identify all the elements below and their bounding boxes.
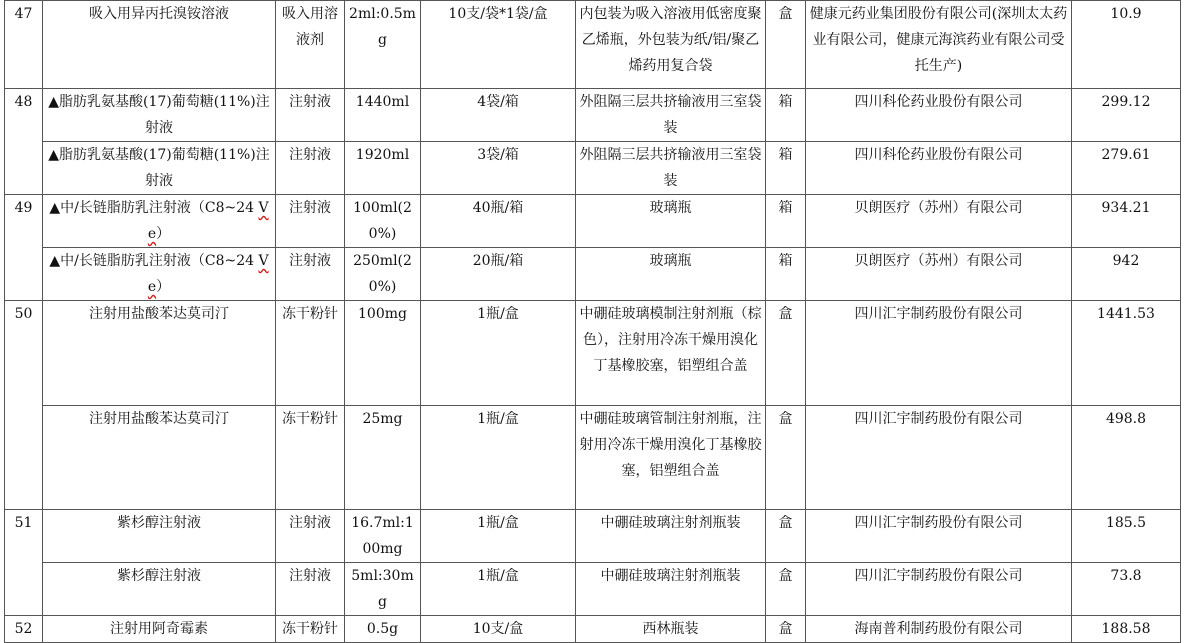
specification: 5ml:30mg [345,563,421,616]
table-row [5,1,1181,89]
price: 942 [1072,248,1181,301]
package-quantity: 4袋/箱 [421,89,576,142]
drug-name-main: ▲中/长链脂肪乳注射液（C8~24 [49,200,255,216]
dosage-form: 注射液 [276,510,345,563]
manufacturer: 四川科伦药业股份有限公司 [806,142,1072,195]
packaging-material: 中硼硅玻璃模制注射剂瓶（棕色），注射用冷冻干燥用溴化丁基橡胶塞，铝塑组合盖 [576,301,766,406]
package-quantity: 1瓶/盒 [421,510,576,563]
dosage-form: 注射液 [276,248,345,301]
packaging-material: 外阻隔三层共挤输液用三室袋装 [576,89,766,142]
packaging-material: 中硼硅玻璃注射剂瓶装 [576,510,766,563]
package-quantity: 10支/袋*1袋/盒 [421,1,576,89]
drug-price-table [4,0,1181,643]
drug-name: ▲脂肪乳氨基酸(17)葡萄糖(11%)注射液 [43,89,276,142]
table-row [5,563,1181,616]
row-seq: 51 [5,510,43,616]
unit: 盒 [766,563,806,616]
manufacturer: 四川汇宇制药股份有限公司 [806,406,1072,510]
specification: 25mg [345,406,421,510]
row-seq: 50 [5,301,43,510]
packaging-material: 玻璃瓶 [576,248,766,301]
manufacturer: 四川汇宇制药股份有限公司 [806,301,1072,406]
drug-name: 吸入用异丙托溴铵溶液 [43,1,276,89]
row-seq: 48 [5,89,43,195]
specification: 1920ml [345,142,421,195]
specification: 2ml:0.5mg [345,1,421,89]
price: 279.61 [1072,142,1181,195]
row-seq: 47 [5,1,43,89]
drug-name: 注射用阿奇霉素 [43,616,276,643]
price: 10.9 [1072,1,1181,89]
table-row [5,142,1181,195]
manufacturer: 健康元药业集团股份有限公司(深圳太太药业有限公司，健康元海滨药业有限公司受托生产) [806,1,1072,89]
table-row [5,195,1181,248]
table-row [5,248,1181,301]
package-quantity: 3袋/箱 [421,142,576,195]
packaging-material: 中硼硅玻璃注射剂瓶装 [576,563,766,616]
manufacturer: 四川汇宇制药股份有限公司 [806,510,1072,563]
specification: 0.5g [345,616,421,643]
price: 1441.53 [1072,301,1181,406]
drug-name: 注射用盐酸苯达莫司汀 [43,406,276,510]
dosage-form: 吸入用溶液剂 [276,1,345,89]
dosage-form: 冻干粉针 [276,301,345,406]
table-row [5,510,1181,563]
unit: 盒 [766,301,806,406]
price: 498.8 [1072,406,1181,510]
unit: 盒 [766,510,806,563]
packaging-material: 中硼硅玻璃管制注射剂瓶，注射用冷冻干燥用溴化丁基橡胶塞，铝塑组合盖 [576,406,766,510]
dosage-form: 注射液 [276,195,345,248]
unit: 盒 [766,1,806,89]
drug-name: ▲中/长链脂肪乳注射液（C8~24 Ve） [43,248,276,301]
packaging-material: 玻璃瓶 [576,195,766,248]
drug-name: 注射用盐酸苯达莫司汀 [43,301,276,406]
specification: 250ml(20%) [345,248,421,301]
manufacturer: 贝朗医疗（苏州）有限公司 [806,248,1072,301]
dosage-form: 冻干粉针 [276,616,345,643]
packaging-material: 西林瓶装 [576,616,766,643]
unit: 箱 [766,142,806,195]
manufacturer: 贝朗医疗（苏州）有限公司 [806,195,1072,248]
unit: 箱 [766,248,806,301]
package-quantity: 10支/盒 [421,616,576,643]
drug-name: ▲脂肪乳氨基酸(17)葡萄糖(11%)注射液 [43,142,276,195]
drug-name-suffix: Ve [147,253,269,295]
manufacturer: 四川汇宇制药股份有限公司 [806,563,1072,616]
unit: 箱 [766,89,806,142]
dosage-form: 注射液 [276,142,345,195]
table-row [5,89,1181,142]
specification: 16.7ml:100mg [345,510,421,563]
package-quantity: 20瓶/箱 [421,248,576,301]
unit: 盒 [766,406,806,510]
package-quantity: 1瓶/盒 [421,563,576,616]
drug-name: 紫杉醇注射液 [43,563,276,616]
unit: 盒 [766,616,806,643]
dosage-form: 注射液 [276,89,345,142]
price: 185.5 [1072,510,1181,563]
unit: 箱 [766,195,806,248]
row-seq: 52 [5,616,43,643]
package-quantity: 40瓶/箱 [421,195,576,248]
price: 934.21 [1072,195,1181,248]
dosage-form: 冻干粉针 [276,406,345,510]
table-row [5,616,1181,643]
package-quantity: 1瓶/盒 [421,301,576,406]
table-row [5,301,1181,406]
specification: 1440ml [345,89,421,142]
drug-name: 紫杉醇注射液 [43,510,276,563]
packaging-material: 外阻隔三层共挤输液用三室袋装 [576,142,766,195]
manufacturer: 四川科伦药业股份有限公司 [806,89,1072,142]
specification: 100mg [345,301,421,406]
packaging-material: 内包装为吸入溶液用低密度聚乙烯瓶，外包装为纸/铝/聚乙烯药用复合袋 [576,1,766,89]
dosage-form: 注射液 [276,563,345,616]
price: 73.8 [1072,563,1181,616]
drug-name: ▲中/长链脂肪乳注射液（C8~24 Ve） [43,195,276,248]
specification: 100ml(20%) [345,195,421,248]
price: 299.12 [1072,89,1181,142]
manufacturer: 海南普利制药股份有限公司 [806,616,1072,643]
package-quantity: 1瓶/盒 [421,406,576,510]
price: 188.58 [1072,616,1181,643]
row-seq: 49 [5,195,43,301]
table-row [5,406,1181,510]
drug-name-suffix: Ve [147,200,269,242]
drug-name-main: ▲中/长链脂肪乳注射液（C8~24 [49,253,255,269]
